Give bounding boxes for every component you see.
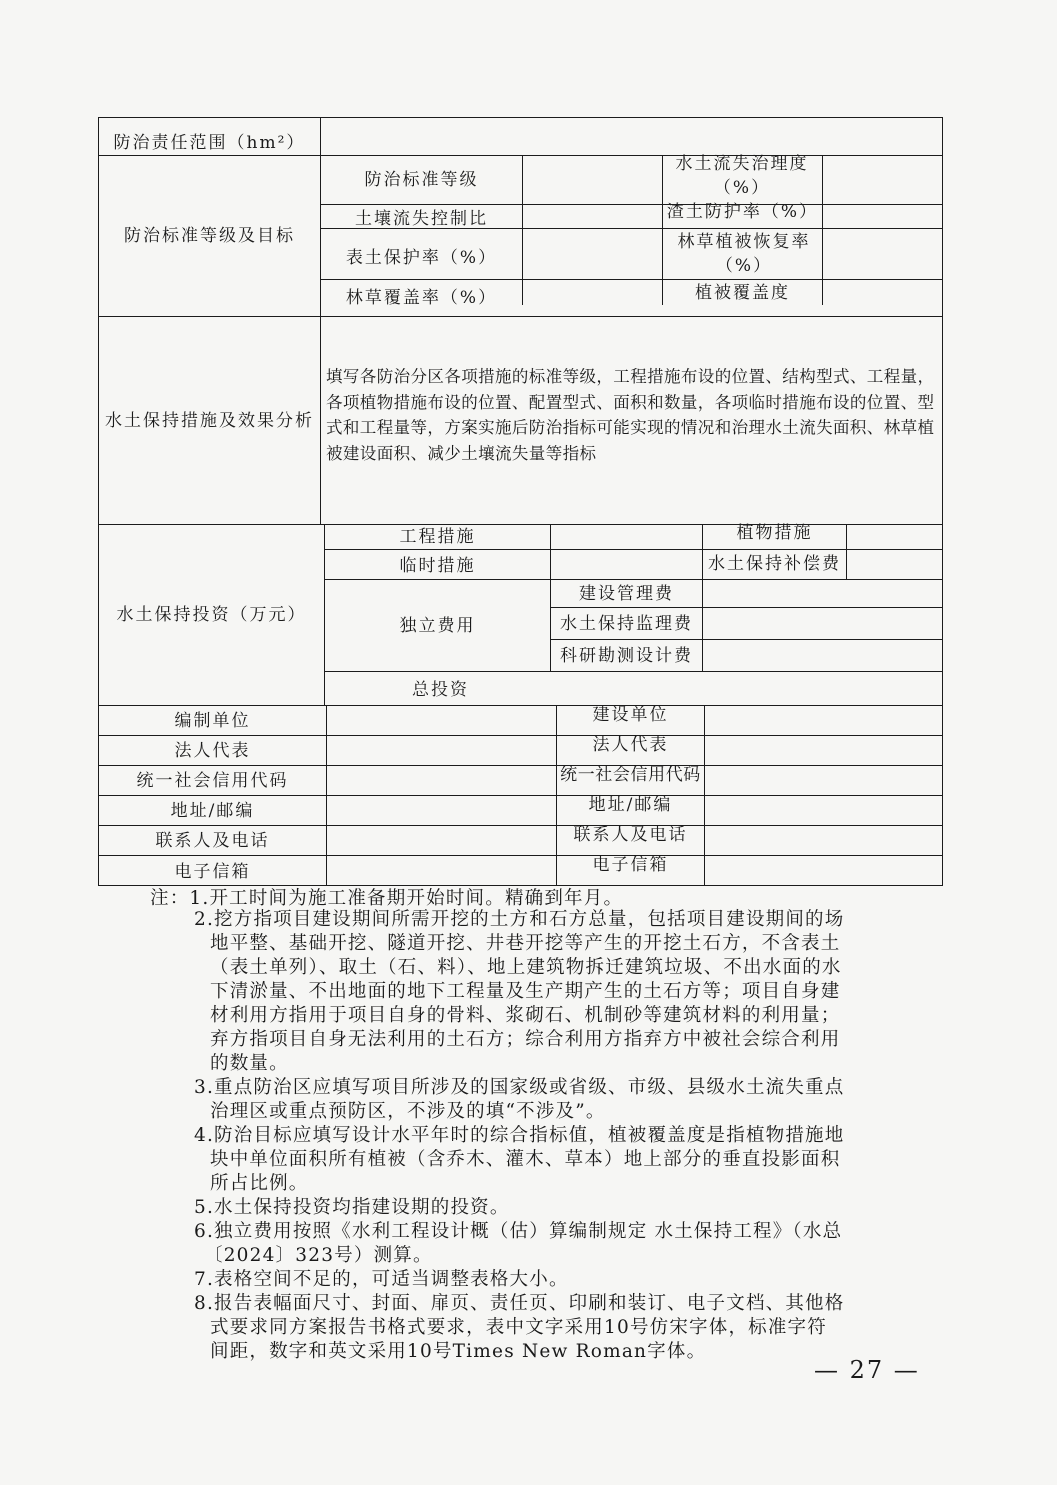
note-line: 〔2024〕323号）测算。 (204, 1245, 433, 1266)
note-line: 2.挖方指项目建设期间所需开挖的土方和石方总量，包括项目建设期间的场 (194, 909, 845, 930)
engineering-label: 工程措施 (399, 527, 476, 547)
contact-value[interactable] (327, 826, 556, 855)
legal-rep-label: 法人代表 (174, 741, 251, 761)
build-email-value[interactable] (705, 856, 942, 885)
construction-mgmt-value[interactable] (703, 580, 942, 607)
address-label: 地址/邮编 (170, 801, 255, 821)
table-border-right (942, 117, 943, 886)
independent-label: 独立费用 (399, 615, 476, 636)
note-line: 材利用方指用于项目自身的骨料、浆砌石、机制砂等建筑材料的利用量； (210, 1005, 841, 1026)
restore-rate-label: 林草植被恢复率（%） (677, 232, 811, 276)
survey-design-label: 科研勘测设计费 (560, 645, 693, 666)
cover-rate-label: 林草覆盖率（%） (345, 288, 498, 308)
supervision-value[interactable] (703, 608, 942, 639)
address-value[interactable] (327, 796, 556, 825)
build-unit-value[interactable] (705, 706, 942, 735)
note-line: （表土单列）、取土（石、料）、地上建筑物拆迁建筑垃圾、不出水面的水 (210, 957, 842, 978)
slag-rate-label: 渣土防护率（%） (666, 202, 819, 222)
note-line: 3.重点防治区应填写项目所涉及的国家级或省级、市级、县级水土流失重点 (194, 1077, 845, 1098)
note-line: 8.报告表幅面尺寸、封面、扉页、责任页、印刷和装订、电子文档、其他格 (194, 1293, 845, 1314)
note-line: 的数量。 (210, 1053, 289, 1074)
survey-design-value[interactable] (703, 640, 942, 671)
note-line: 式要求同方案报告书格式要求，表中文字采用10号仿宋字体，标准字符 (210, 1317, 827, 1338)
veg-cover-label: 植被覆盖度 (695, 282, 790, 303)
note-line: 块中单位面积所有植被（含乔木、灌木、草本）地上部分的垂直投影面积 (210, 1149, 841, 1170)
build-legal-rep-label: 法人代表 (592, 735, 669, 755)
plant-label: 植物措施 (736, 523, 813, 543)
control-rate-label: 水土流失治理度（%） (675, 154, 809, 198)
build-address-label: 地址/邮编 (588, 795, 673, 815)
legal-rep-value[interactable] (327, 736, 556, 765)
topsoil-rate-label: 表土保护率（%） (345, 248, 498, 268)
note-line: 注：1.开工时间为施工准备期开始时间。精确到年月。 (150, 888, 624, 909)
scope-label: 防治责任范围（hm²） (113, 133, 306, 153)
note-line: 治理区或重点预防区，不涉及的填“不涉及”。 (210, 1101, 606, 1122)
supervision-label: 水土保持监理费 (560, 613, 693, 634)
standard-group-label: 防治标准等级及目标 (124, 226, 295, 246)
note-line: 弃方指项目自身无法利用的土石方；综合利用方指弃方中被社会综合利用 (210, 1029, 841, 1050)
note-line: 4.防治目标应填写设计水平年时的综合指标值，植被覆盖度是指植物措施地 (194, 1125, 845, 1146)
compensation-value[interactable] (847, 550, 942, 579)
note-line: 间距，数字和英文采用10号Times New Roman字体。 (210, 1341, 707, 1362)
scope-value[interactable] (322, 118, 942, 155)
note-line: 6.独立费用按照《水利工程设计概（估）算编制规定 水土保持工程》（水总 (194, 1221, 843, 1242)
note-line: 下清淤量、不出地面的地下工程量及生产期产生的土石方等；项目自身建 (210, 981, 841, 1002)
build-legal-rep-value[interactable] (705, 736, 942, 765)
build-address-value[interactable] (705, 796, 942, 825)
standard-level-value[interactable] (523, 156, 662, 204)
slag-rate-value[interactable] (823, 205, 942, 228)
build-contact-label: 联系人及电话 (573, 825, 688, 845)
compile-unit-value[interactable] (327, 706, 556, 735)
standard-level-label: 防治标准等级 (364, 170, 479, 190)
measures-text: 填写各防治分区各项措施的标准等级，工程措施布设的位置、结构型式、工程量，各项植物措施布设的位置、配置型式、面积和数量，各项临时措施布设的位置、型式和工程量等，方案实施后防治指标可能实现的情况和治理水土流失面积、林草植被建设面积、减少土壤流失量等指标 (326, 367, 935, 463)
build-contact-value[interactable] (705, 826, 942, 855)
temporary-value[interactable] (551, 550, 702, 579)
construction-mgmt-label: 建设管理费 (579, 583, 674, 604)
erosion-ratio-value[interactable] (523, 205, 662, 228)
plant-value[interactable] (847, 525, 942, 549)
measures-label: 水土保持措施及效果分析 (105, 410, 314, 431)
engineering-value[interactable] (551, 525, 702, 549)
page-number: — 27 — (814, 1356, 920, 1384)
compensation-label: 水土保持补偿费 (708, 553, 841, 574)
credit-code-label: 统一社会信用代码 (136, 771, 289, 791)
note-line: 5.水土保持投资均指建设期的投资。 (194, 1197, 510, 1218)
total-label: 总投资 (412, 679, 469, 700)
investment-label: 水土保持投资（万元） (116, 605, 307, 625)
note-line: 所占比例。 (210, 1173, 309, 1194)
email-value[interactable] (327, 856, 556, 885)
note-line: 地平整、基础开挖、隧道开挖、井巷开挖等产生的开挖土石方，不含表土 (210, 933, 841, 954)
veg-cover-value[interactable] (823, 280, 942, 305)
build-credit-code-value[interactable] (705, 766, 942, 795)
build-email-label: 电子信箱 (592, 855, 669, 875)
cover-rate-value[interactable] (523, 280, 662, 305)
restore-rate-value[interactable] (823, 229, 942, 279)
erosion-ratio-label: 土壤流失控制比 (355, 209, 488, 229)
build-credit-code-label: 统一社会信用代码 (560, 765, 701, 785)
compile-unit-label: 编制单位 (174, 711, 251, 731)
note-line: 7.表格空间不足的，可适当调整表格大小。 (194, 1269, 569, 1290)
email-label: 电子信箱 (174, 861, 251, 882)
contact-label: 联系人及电话 (155, 831, 270, 851)
build-unit-label: 建设单位 (592, 705, 669, 725)
topsoil-rate-value[interactable] (523, 229, 662, 279)
temporary-label: 临时措施 (399, 556, 476, 576)
credit-code-value[interactable] (327, 766, 556, 795)
control-rate-value[interactable] (823, 156, 942, 204)
